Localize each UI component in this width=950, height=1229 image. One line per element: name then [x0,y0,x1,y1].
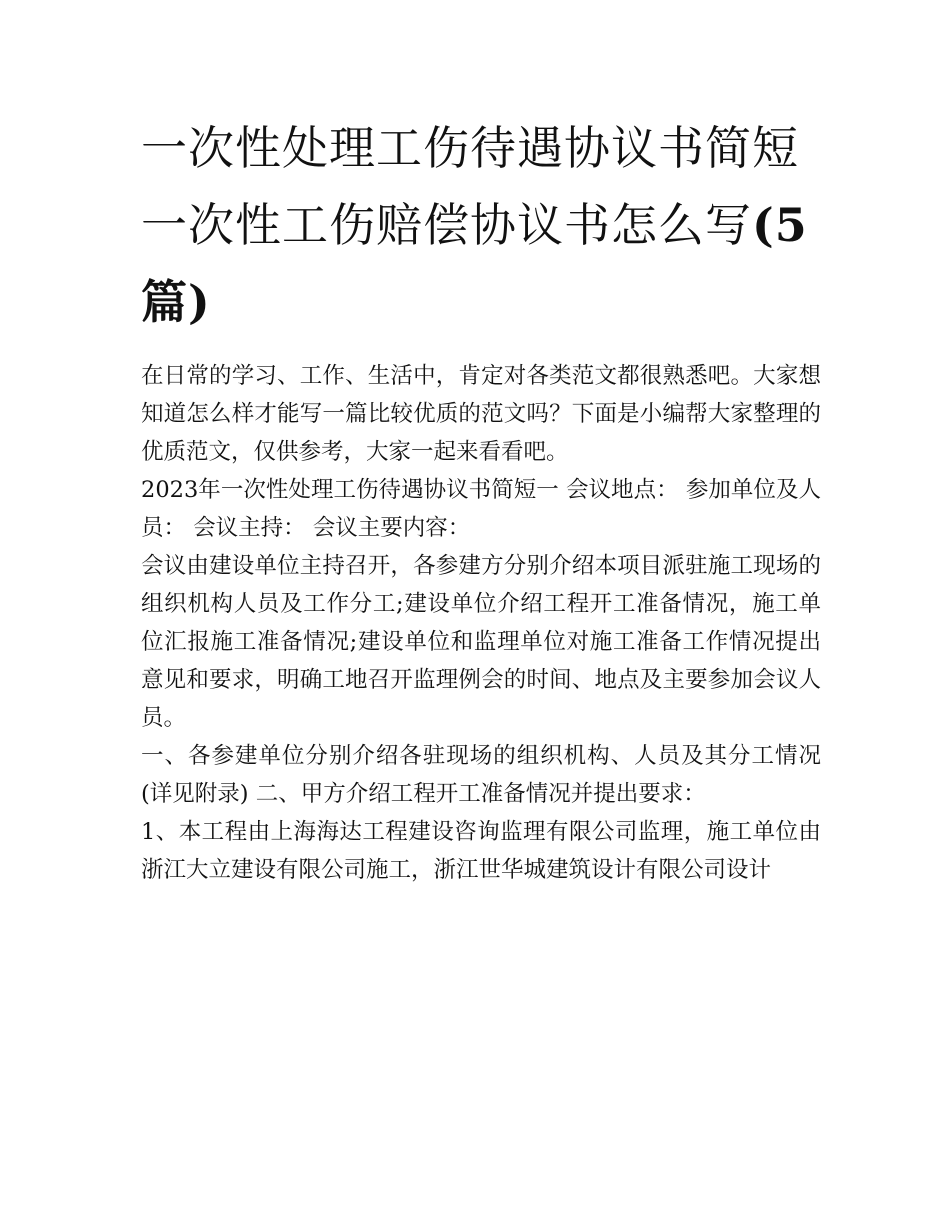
document-body [141,357,821,889]
document-title: 一次性处理工伤待遇协议书简短 一次性工伤赔偿协议书怎么写(5篇) [141,121,808,329]
section-one-paragraph: 一、各参建单位分别介绍各驻现场的组织机构、人员及其分工情况(详见附录) 二、甲方介绍工程开工准备情况并提出要求： [141,743,821,807]
intro-paragraph: 在日常的学习、工作、生活中，肯定对各类范文都很熟悉吧。大家想知道怎么样才能写一篇比较优质的范文吗？下面是小编帮大家整理的优质范文，仅供参考，大家一起来看看吧。 [141,363,821,465]
meeting-info-paragraph: 2023年一次性处理工伤待遇协议书简短一 会议地点： 参加单位及人员： 会议主持： 会议主要内容： [141,477,821,541]
title-count: (5篇) [141,198,808,329]
document-page [141,110,821,889]
item-one-paragraph: 1、本工程由上海海达工程建设咨询监理有限公司监理，施工单位由浙江大立建设有限公司施工，浙江世华城建筑设计有限公司设计 [141,819,821,883]
meeting-content-paragraph: 会议由建设单位主持召开，各参建方分别介绍本项目派驻施工现场的组织机构人员及工作分工;建设单位介绍工程开工准备情况，施工单位汇报施工准备情况;建设单位和监理单位对施工准备工作情况提出意见和要求，明确工地召开监理例会的时间、地点及主要参加会议人员。 [141,553,821,731]
